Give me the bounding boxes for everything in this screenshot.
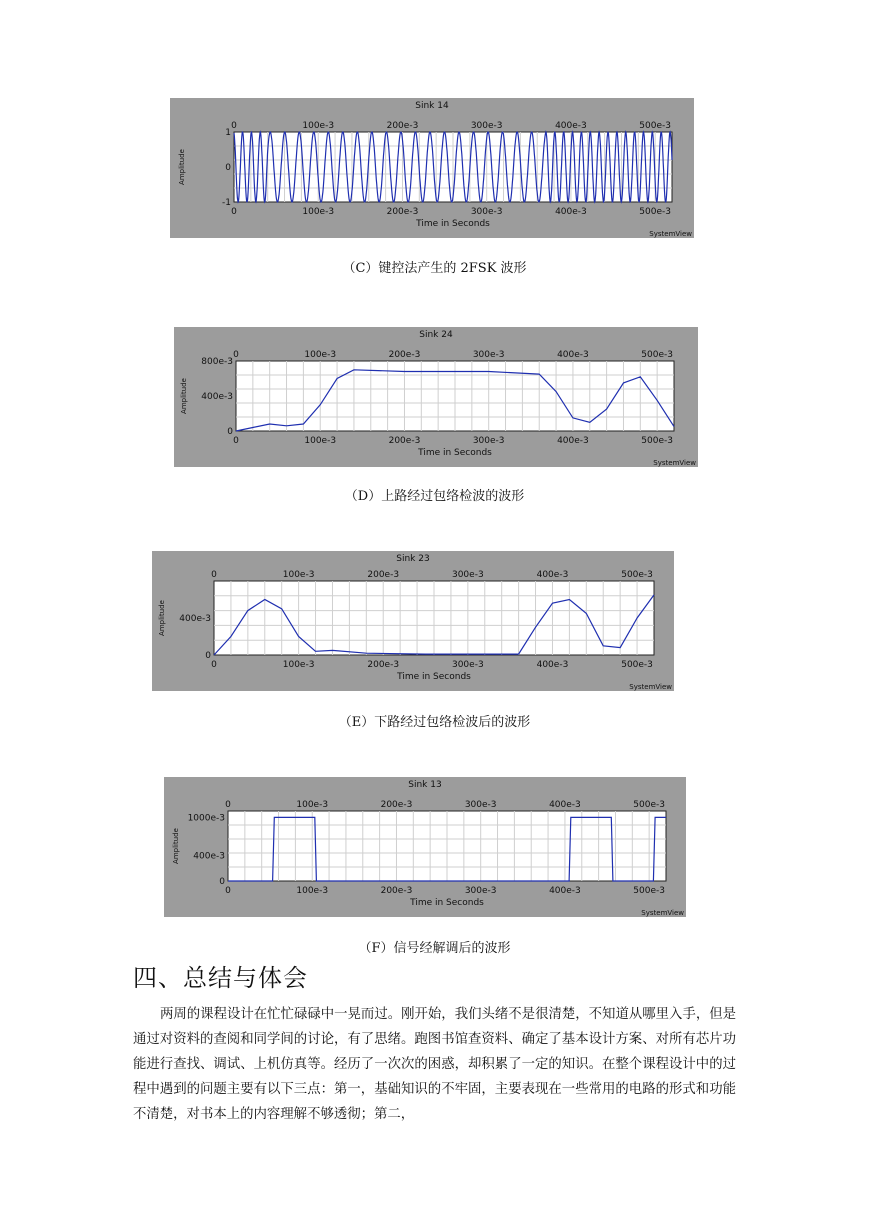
y-tick-label: 1000e-3 (187, 813, 225, 824)
caption-f: （F）信号经解调后的波形 (358, 941, 511, 956)
figure-d (174, 327, 698, 467)
x-tick-label: 200e-3 (388, 436, 421, 446)
x-tick-label-top: 100e-3 (282, 570, 315, 580)
x-tick-label-top: 400e-3 (536, 570, 569, 580)
caption-c: （C）键控法产生的 2FSK 波形 (342, 261, 527, 276)
x-axis-label: Time in Seconds (418, 448, 492, 458)
y-tick-label: 800e-3 (201, 357, 233, 367)
y-tick-label: 400e-3 (201, 392, 233, 402)
chart-title: Sink 13 (408, 780, 442, 790)
chart-title: Sink 24 (419, 330, 453, 340)
chart-c (170, 98, 694, 238)
x-tick-label: 500e-3 (621, 660, 653, 670)
chart-e (152, 551, 674, 691)
figure-c (170, 98, 694, 238)
caption-e: （E）下路经过包络检波后的波形 (338, 715, 531, 730)
x-tick-label-top: 500e-3 (633, 800, 666, 810)
x-tick-label-top: 300e-3 (470, 121, 503, 131)
x-tick-label-top: 300e-3 (451, 570, 484, 580)
figure-e (152, 551, 674, 691)
y-tick-label: 400e-3 (179, 614, 211, 624)
x-tick-label-top: 500e-3 (639, 121, 672, 131)
chart-f (164, 777, 686, 917)
x-tick-label-top: 100e-3 (304, 350, 337, 360)
x-tick-label: 0 (225, 886, 231, 896)
x-tick-label-top: 0 (225, 800, 231, 810)
y-axis-label: Amplitude (172, 828, 180, 864)
x-tick-label-top: 200e-3 (380, 800, 413, 810)
x-tick-label-top: 100e-3 (296, 800, 329, 810)
x-tick-label: 500e-3 (633, 886, 666, 896)
x-tick-label: 300e-3 (472, 436, 505, 446)
y-tick-label: 0 (205, 651, 211, 661)
x-tick-label: 400e-3 (536, 660, 569, 670)
x-tick-label: 200e-3 (386, 207, 419, 217)
x-tick-label: 0 (231, 207, 237, 217)
x-tick-label-top: 100e-3 (302, 121, 335, 131)
y-tick-label: 0 (227, 427, 233, 437)
x-tick-label: 500e-3 (639, 207, 672, 217)
chart-title: Sink 14 (415, 101, 449, 111)
summary-paragraph: 两周的课程设计在忙忙碌碌中一晃而过。刚开始，我们头绪不是很清楚，不知道从哪里入手，但是通过对资料的查阅和同学间的讨论，有了思绪。跑图书馆查资料、确定了基本设计方案、对所有芯片功能进行查找、调试、上机仿真等。经历了一次次的困惑，却积累了一定的知识。在整个课程设计中的过程中遇到的问题主要有以下三点：第一，基础知识的不牢固，主要表现在一些常用的电路的形式和功能不清楚，对书本上的内容理解不够透彻；第二， (133, 1007, 736, 1122)
x-tick-label-top: 400e-3 (557, 350, 589, 360)
x-tick-label: 300e-3 (464, 886, 497, 896)
x-tick-label: 400e-3 (555, 207, 587, 217)
y-axis-label: Amplitude (178, 149, 186, 185)
y-tick-label: -1 (222, 198, 231, 208)
x-tick-label: 500e-3 (641, 436, 674, 446)
x-tick-label-top: 400e-3 (549, 800, 581, 810)
watermark: SystemView (629, 683, 672, 691)
x-tick-label-top: 0 (211, 570, 217, 580)
chart-d (174, 327, 698, 467)
chart-title: Sink 23 (396, 554, 430, 564)
x-tick-label: 400e-3 (549, 886, 581, 896)
x-tick-label: 200e-3 (367, 660, 400, 670)
x-tick-label: 100e-3 (304, 436, 337, 446)
section-heading: 四、总结与体会 (133, 964, 308, 992)
x-axis-label: Time in Seconds (410, 898, 484, 908)
y-tick-label: 0 (219, 877, 225, 887)
watermark: SystemView (641, 909, 684, 917)
x-tick-label-top: 500e-3 (641, 350, 674, 360)
x-tick-label: 0 (233, 436, 239, 446)
x-axis-label: Time in Seconds (416, 219, 490, 229)
x-tick-label-top: 400e-3 (555, 121, 587, 131)
x-axis-label: Time in Seconds (397, 672, 471, 682)
x-tick-label-top: 0 (233, 350, 239, 360)
x-tick-label-top: 500e-3 (621, 570, 653, 580)
caption-d: （D）上路经过包络检波的波形 (344, 489, 525, 504)
x-tick-label: 100e-3 (296, 886, 329, 896)
x-tick-label: 300e-3 (470, 207, 503, 217)
x-tick-label: 200e-3 (380, 886, 413, 896)
watermark: SystemView (649, 230, 692, 238)
x-tick-label: 0 (211, 660, 217, 670)
x-tick-label-top: 0 (231, 121, 237, 131)
x-tick-label-top: 200e-3 (367, 570, 400, 580)
x-tick-label: 100e-3 (282, 660, 315, 670)
y-axis-label: Amplitude (180, 378, 188, 414)
x-tick-label-top: 200e-3 (386, 121, 419, 131)
x-tick-label: 400e-3 (557, 436, 589, 446)
y-tick-label: 400e-3 (193, 851, 225, 862)
x-tick-label: 100e-3 (302, 207, 335, 217)
watermark: SystemView (653, 459, 696, 467)
figure-f (164, 777, 686, 917)
x-tick-label: 300e-3 (451, 660, 484, 670)
y-axis-label: Amplitude (158, 600, 166, 636)
x-tick-label-top: 300e-3 (464, 800, 497, 810)
y-tick-label: 1 (225, 128, 231, 138)
y-tick-label: 0 (225, 163, 231, 173)
x-tick-label-top: 300e-3 (472, 350, 505, 360)
x-tick-label-top: 200e-3 (388, 350, 421, 360)
